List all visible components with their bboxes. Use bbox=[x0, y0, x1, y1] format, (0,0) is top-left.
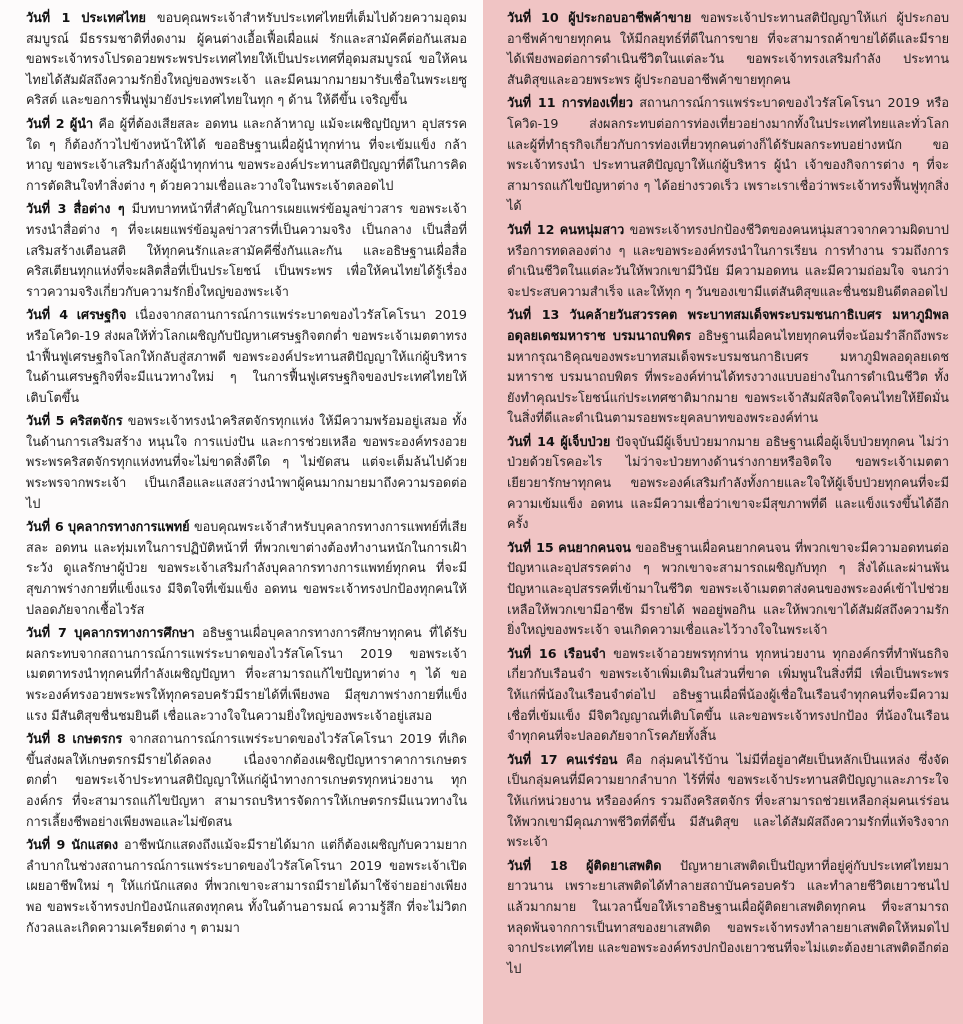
prayer-entry-day-2 bbox=[26, 114, 467, 196]
topic-title: คนยากคนจน bbox=[558, 539, 631, 555]
topic-title: เรือนจำ bbox=[563, 645, 606, 661]
entry-text: มีบทบาทหน้าที่สำคัญในการเผยแพร่ข้อมูลข่าวสาร ขอพระเจ้าทรงนำสื่อต่าง ๆ ที่จะเผยแพร่ข้อมูลข่าวสารที่เป็นความจริง เป็นกลาง เป็นสื่อที่เสริมสร้างเตือนสติ ให้ทุกคนรักและสามัคคีซึ่งกันและกัน และอธิษฐานเผื่อสื่อคริสเตียนทุกแห่งที่จะผลิตสื่อที่เป็นประโยชน์ เป็นพระพร เพื่อให้คนไทยได้รู้เรื่องราวความจริงเกี่ยวกับความรักยิ่งใหญ่ของพระเจ้า bbox=[26, 201, 468, 299]
day-label: วันที่ 11 bbox=[507, 95, 556, 111]
prayer-entry-day-15 bbox=[507, 538, 949, 641]
entry-text: ขอบคุณพระเจ้าสำหรับประเทศไทยที่เต็มไปด้วยความอุดมสมบูรณ์ มีธรรมชาติที่งดงาม ผู้คนต่างเอื้อเฟื้อเผื่อแผ่ รักและสามัคคีต่อกันเสมอ ขอพระเจ้าทรงโปรดอวยพระพรประเทศไทยให้เป็นประเทศที่อุดมสมบูรณ์ ขอให้คนไทยได้สัมผัสถึงความรักยิ่งใหญ่ของพระเจ้า และมีคนมากมายมารับเชื่อในพระเยซูคริสต์ และขอการฟื้นฟูมายังประเทศไทยในทุก ๆ ด้าน ให้ดีขึ้น เจริญขึ้น bbox=[26, 10, 467, 108]
entry-text: เนื่องจากสถานการณ์การแพร่ระบาดของไวรัสโคโรนา 2019 หรือโควิด-19 ส่งผลให้ทั่วโลกเผชิญกับปัญหาเศรษฐกิจตกต่ำ ขอพระเจ้าเมตตาทรงนำฟื้นฟูเศรษฐกิจโลกให้กลับสู่สภาพดี ขอพระองค์ประทานสติปัญญาให้แก่ผู้บริหารในด้านเศรษฐกิจที่จะมีแนวทางใหม่ ๆ ในการฟื้นฟูเศรษฐกิจของประเทศไทยให้เติบโตขึ้น bbox=[26, 307, 467, 405]
day-label: วันที่ 4 bbox=[26, 307, 69, 323]
prayer-entry-day-4 bbox=[26, 305, 467, 408]
entry-text: คือ ผู้ที่ต้องเสียสละ อดทน และกล้าหาญ แม้จะเผชิญปัญหา อุปสรรคใด ๆ ก็ต้องก้าวไปข้างหน้าให้ได้ ขออธิษฐานเผื่อผู้นำทุกท่าน ที่จะเข้มแข็ง กล้าหาญ ขอพระเจ้าเสริมกำลังผู้นำทุกท่าน ขอพระองค์ประทานสติปัญญาที่ดีในการคิด การตัดสินใจทำสิ่งต่าง ๆ ด้วยความเชื่อและวางใจในพระเจ้าตลอดไป bbox=[26, 115, 467, 193]
day-label: วันที่ 7 bbox=[26, 625, 67, 641]
entry-text: ปัจจุบันมีผู้เจ็บป่วยมากมาย อธิษฐานเผื่อผู้เจ็บป่วยทุกคน ไม่ว่าป่วยด้วยโรคอะไร ไม่ว่าจะป่วยทางด้านร่างกายหรือจิตใจ ขอพระเจ้าเมตตาเยียวยารักษาทุกคน ขอพระองค์เสริมกำลังทั้งกายและใจให้ผู้เจ็บป่วยทุกคนที่จะมีความเข้มแข็ง อดทน และมีความเชื่อว่าเขาจะมีสุขภาพที่ดี และแข็งแรงขึ้นได้อีกครั้ง bbox=[507, 433, 949, 532]
entry-text: ขอพระเจ้าทรงปกป้องชีวิตของคนหนุ่มสาวจากความผิดบาปหรือการทดลองต่าง ๆ และขอพระองค์ทรงนำในการเรียน การทำงาน รวมถึงการดำเนินชีวิตในแต่ละวันให้พวกเขามีวินัย มีความอดทน และมีความถ่อมใจ จนกว่าจะประสบความสำเร็จ และให้ทุก ๆ วันของเขามีแต่สันติสุขและชื่นชมยินดีตลอดไป bbox=[507, 221, 949, 299]
entry-text: สถานการณ์การแพร่ระบาดของไวรัสโคโรนา 2019 หรือโควิด-19 ส่งผลกระทบต่อการท่องเที่ยวอย่างมากทั้งในประเทศไทยและทั่วโลก และผู้ที่ทำธุรกิจเกี่ยวกับการท่องเที่ยวทุกคนต่างก็ได้รับผลกระทบอย่างหนัก ขอพระเจ้าทรงนำ ประทานสติปัญญาให้แก่ผู้บริหาร ผู้นำ เจ้าของกิจการต่าง ๆ ที่จะสามารถแก้ไขปัญหาต่าง ๆ ได้อย่างรวดเร็ว เพราะเราเชื่อว่าพระเจ้าทรงฟื้นฟูทุกสิ่งได้ bbox=[507, 95, 949, 214]
topic-title: ประเทศไทย bbox=[81, 10, 146, 25]
prayer-entry-day-12 bbox=[507, 220, 949, 302]
topic-title: บุคลากรทางการศึกษา bbox=[74, 625, 195, 641]
day-label: วันที่ 16 bbox=[507, 645, 557, 661]
topic-title: คนหนุ่มสาว bbox=[559, 221, 625, 237]
topic-title: นักแสดง bbox=[71, 837, 119, 853]
topic-title: วันคล้ายวันสวรรคต พระบาทสมเด็จพระบรมชนกาธิเบศร มหาภูมิพลอดุลยเดชมหาราช บรมนาถบพิตร bbox=[507, 307, 949, 343]
day-label: วันที่ 8 bbox=[26, 731, 66, 747]
entry-text: ขอพระเจ้าอวยพรทุกท่าน ทุกหน่วยงาน ทุกองค์กรที่ทำพันธกิจเกี่ยวกับเรือนจำ ขอพระเจ้าเพิ่มเติมในส่วนที่ขาด เพิ่มพูนในสิ่งที่มี เพื่อเป็นพระพรให้แก่พี่น้องในเรือนจำต่อไป อธิษฐานเผื่อพี่น้องผู้เชื่อในเรือนจำทุกคนที่จะมีความเชื่อที่เข้มแข็ง มีจิตวิญญาณที่เติบโตขึ้น และขอพระเจ้าทรงปกป้อง ที่น้องในเรือนจำทุกคนที่จะปลอดภัยจากโรคภัยทั้งสิ้น bbox=[507, 645, 949, 744]
day-label: วันที่ 12 bbox=[507, 221, 555, 237]
day-label: วันที่ 14 bbox=[507, 433, 555, 449]
topic-title: ผู้ประกอบอาชีพค้าขาย bbox=[568, 10, 692, 25]
topic-title: เกษตรกร bbox=[72, 731, 123, 747]
day-label: วันที่ 18 bbox=[507, 857, 568, 873]
prayer-entry-day-3 bbox=[26, 199, 467, 302]
day-label: วันที่ 17 bbox=[507, 751, 558, 767]
entry-text: อาชีพนักแสดงถึงแม้จะมีรายได้มาก แต่ก็ต้องเผชิญกับความยากลำบากในช่วงสถานการณ์การแพร่ระบาดของไวรัสโคโรนา 2019 ขอพระเจ้าเปิดเผยอาชีพใหม่ ๆ ให้แก่นักแสดง ที่พวกเขาจะสามารถมีรายได้มาใช้จ่ายอย่างเพียงพอ ขอพระเจ้าทรงปกป้องนักแสดงทุกคน ทั้งในด้านอารมณ์ ความรู้สึก ที่จะไม่วิตกกังวลและเกิดความเครียดต่าง ๆ ตามมา bbox=[26, 837, 468, 935]
day-label: วันที่ 15 bbox=[507, 539, 554, 555]
topic-title: คริสตจักร bbox=[69, 413, 123, 429]
topic-title: คนเร่ร่อน bbox=[566, 751, 618, 767]
prayer-entry-day-13 bbox=[507, 305, 949, 429]
entry-text: ขออธิษฐานเผื่อคนยากคนจน ที่พวกเขาจะมีความอดทนต่อปัญหาและอุปสรรคต่าง ๆ พวกเขาจะสามารถเผชิญกับทุก ๆ สิ่งได้และผ่านพ้นปัญหาและอุปสรรคที่เข้ามาในชีวิต ขอพระเจ้าเมตตาส่งคนของพระองค์เข้าไปช่วยเหลือให้พวกเขามีอาชีพ มีรายได้ พออยู่พอกิน และให้พวกเขาได้สัมผัสถึงความรักยิ่งใหญ่ของพระเจ้า จนเกิดความเชื่อและไว้วางใจในพระเจ้า bbox=[507, 539, 950, 638]
entry-text: อธิษฐานเผื่อบุคลากรทางการศึกษาทุกคน ที่ได้รับผลกระทบจากสถานการณ์การแพร่ระบาดของไวรัสโคโรนา 2019 ขอพระเจ้าเมตตาทรงนำทุกคนที่กำลังเผชิญปัญหา ที่จะสามารถแก้ไขปัญหาต่าง ๆ ได้ ขอพระองค์ทรงอวยพระพรให้ทุกครอบครัวมีรายได้ที่เพียงพอ มีสุขภาพร่างกายที่แข็งแรง มีสันติสุขชื่นชมยินดี เชื่อและวางใจในความยิ่งใหญ่ของพระเจ้าอยู่เสมอ bbox=[26, 625, 467, 723]
day-label: วันที่ 6 bbox=[26, 519, 64, 535]
entry-text: ปัญหายาเสพติดเป็นปัญหาที่อยู่คู่กับประเทศไทยมายาวนาน เพราะยาเสพติดได้ทำลายสถาบันครอบครัว และทำลายชีวิตเยาวชนไปแล้วมากมาย ในเวลานี้ขอให้เราอธิษฐานเผื่อผู้ติดยาเสพติดทุกคน ที่จะสามารถหลุดพ้นจากการเป็นทาสของยาเสพติด ขอพระเจ้าทรงทำลายยาเสพติดให้หมดไปจากประเทศไทย และขอพระองค์ทรงปกป้องเยาวชนที่จะไม่แตะต้องยาเสพติดอีกต่อไป bbox=[507, 857, 949, 976]
prayer-entry-day-11 bbox=[507, 93, 949, 217]
entry-text: ขอพระเจ้าประทานสติปัญญาให้แก่ ผู้ประกอบอาชีพค้าขายทุกคน ให้มีกลยุทธ์ที่ดีในการขาย ที่จะสามารถค้าขายได้ดีและมีรายได้เพียงพอต่อการดำเนินชีวิตในแต่ละวัน ขอพระเจ้าทรงเสริมกำลัง ประทานสันติสุขและอวยพระพร ผู้ประกอบอาชีพค้าขายทุกคน bbox=[507, 10, 949, 87]
day-label: วันที่ 9 bbox=[26, 837, 66, 853]
prayer-entry-day-7 bbox=[26, 623, 467, 726]
day-label: วันที่ 1 bbox=[26, 10, 71, 25]
topic-title: สื่อต่าง ๆ bbox=[73, 201, 125, 217]
topic-title: การท่องเที่ยว bbox=[561, 95, 633, 111]
prayer-entry-day-6 bbox=[26, 517, 467, 620]
prayer-entry-day-1 bbox=[26, 8, 467, 111]
prayer-entry-day-8 bbox=[26, 729, 467, 832]
entry-text: ขอบคุณพระเจ้าสำหรับบุคลากรทางการแพทย์ที่เสียสละ อดทน และทุ่มเทในการปฏิบัติหน้าที่ ที่พวกเขาต่างต้องทำงานหนักในการเฝ้าระวัง ดูแลรักษาผู้ป่วย ขอพระเจ้าเสริมกำลังบุคลากรทางการแพทย์ทุกคน ที่จะมีสุขภาพร่างกายที่แข็งแรง มีจิตใจที่เข้มแข็ง อดทน ขอพระเจ้าทรงปกป้องทุกคนให้ปลอดภัยจากเชื้อไวรัส bbox=[26, 519, 467, 617]
day-label: วันที่ 3 bbox=[26, 201, 67, 217]
entry-text: อธิษฐานเผื่อคนไทยทุกคนที่จะน้อมรำลึกถึงพระมหากรุณาธิคุณของพระบาทสมเด็จพระบรมชนกาธิเบศร มหาภูมิพลอดุลยเดชมหาราช บรมนาถบพิตร ที่พระองค์ท่านได้ทรงวางแบบอย่างในการดำเนินชีวิต ทั้งยังทำคุณประโยชน์แก่ประเทศชาติมากมาย ขอพระเจ้าสัมผัสจิตใจคนไทยให้ยึดมั่นในสิ่งที่ดีและดำเนินตามรอยพระยุคลบาทของพระองค์ท่าน bbox=[507, 327, 949, 426]
topic-title: บุคลากรทางการแพทย์ bbox=[68, 519, 190, 535]
prayer-entry-day-10 bbox=[507, 8, 949, 90]
day-label: วันที่ 13 bbox=[507, 307, 560, 323]
day-label: วันที่ 2 bbox=[26, 115, 65, 131]
prayer-entry-day-16 bbox=[507, 644, 949, 747]
prayer-entry-day-18 bbox=[507, 856, 949, 980]
entry-text: คือ กลุ่มคนไร้บ้าน ไม่มีที่อยู่อาศัยเป็นหลักเป็นแหล่ง ซึ่งจัดเป็นกลุ่มคนที่มีความยากลำบาก ไร้ที่พึ่ง ขอพระเจ้าประทานสติปัญญาและภาระใจให้แก่หน่วยงาน หรือองค์กร รวมถึงคริสตจักร ที่จะสามารถช่วยเหลือกลุ่มคนเร่ร่อน ให้พวกเขามีคุณภาพชีวิตที่ดีขึ้น มีสันติสุข และได้สัมผัสถึงความรักที่แท้จริงจากพระเจ้า bbox=[507, 751, 949, 850]
entry-text: ขอพระเจ้าทรงนำคริสตจักรทุกแห่ง ให้มีความพร้อมอยู่เสมอ ทั้งในด้านการเสริมสร้าง หนุนใจ การแบ่งปัน และการช่วยเหลือ ขอพระองค์ทรงอวยพระพรคริสตจักรทุกแห่งทนที่จะไม่ขาดสิ่งดีใด ๆ ไม่ขัดสน แต่จะเต็มล้นไปด้วยพระพรจากพระเจ้า เป็นเกลือและแสงสว่างนำพาผู้คนมากมายมาถึงความรอดต่อไป bbox=[26, 413, 467, 511]
right-column bbox=[483, 0, 963, 1024]
prayer-entry-day-5 bbox=[26, 411, 467, 514]
topic-title: เศรษฐกิจ bbox=[76, 307, 127, 323]
day-label: วันที่ 5 bbox=[26, 413, 65, 429]
prayer-entry-day-17 bbox=[507, 750, 949, 853]
prayer-entry-day-9 bbox=[26, 835, 467, 938]
topic-title: ผู้เจ็บป่วย bbox=[560, 433, 611, 449]
topic-title: ผู้นำ bbox=[69, 115, 94, 131]
topic-title: ผู้ติดยาเสพติด bbox=[586, 857, 662, 873]
prayer-entry-day-14 bbox=[507, 432, 949, 535]
entry-text: จากสถานการณ์การแพร่ระบาดของไวรัสโคโรนา 2019 ที่เกิดขึ้นส่งผลให้เกษตรกรมีรายได้ลดลง เนื่องจากต้องเผชิญปัญหาราคาการเกษตรตกต่ำ ขอพระเจ้าประทานสติปัญญาให้แก่ผู้นำทางการเกษตรทุกหน่วยงาน ทุกองค์กร ที่จะสามารถแก้ไขปัญหา สามารถบริหารจัดการให้เกษตรกรมีแนวทางในการเลี้ยงชีพอย่างเพียงพอและไม่ขัดสน bbox=[26, 731, 467, 829]
day-label: วันที่ 10 bbox=[507, 10, 559, 25]
